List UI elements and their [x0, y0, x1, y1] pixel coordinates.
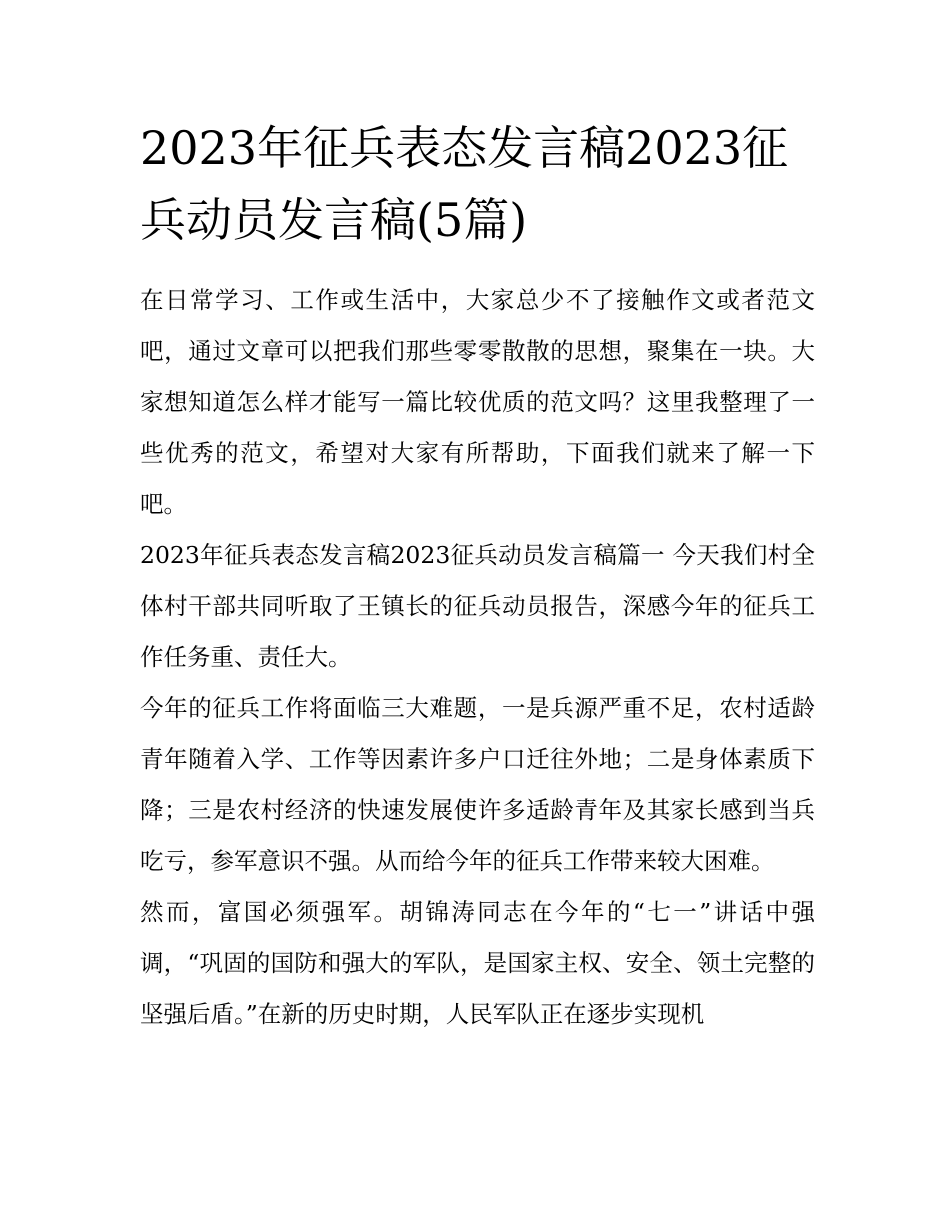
- paragraph-strong-army: 然而，富国必须强军。胡锦涛同志在今年的“七一”讲话中强调，“巩固的国防和强大的军队，是国家主权、安全、领土完整的坚强后盾。”在新的历史时期，人民军队正在逐步实现机: [140, 898, 815, 1028]
- paragraph-intro: 在日常学习、工作或生活中，大家总少不了接触作文或者范文吧，通过文章可以把我们那些零零散散的思想，聚集在一块。大家想知道怎么样才能写一篇比较优质的范文吗？这里我整理了一些优秀的范文，希望对大家有所帮助，下面我们就来了解一下吧。: [140, 286, 815, 518]
- paragraph-article-one-opening: 2023年征兵表态发言稿2023征兵动员发言稿篇一 今天我们村全体村干部共同听取了王镇长的征兵动员报告，深感今年的征兵工作任务重、责任大。: [140, 541, 815, 671]
- paragraph-difficulties: 今年的征兵工作将面临三大难题，一是兵源严重不足，农村适龄青年随着入学、工作等因素许多户口迁往外地；二是身体素质下降；三是农村经济的快速发展使许多适龄青年及其家长感到当兵吃亏，参军意识不强。从而给今年的征兵工作带来较大困难。: [140, 694, 815, 875]
- document-title: 2023年征兵表态发言稿2023征兵动员发言稿(5篇): [140, 121, 789, 247]
- document-body: [140, 275, 815, 1040]
